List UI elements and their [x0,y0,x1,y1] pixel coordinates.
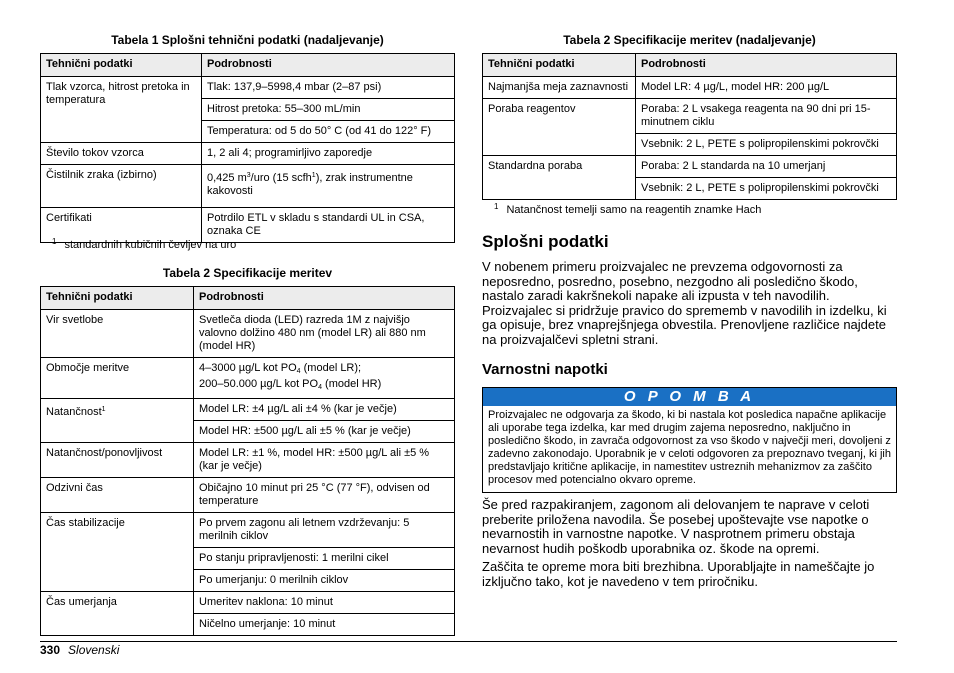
note-text: Proizvajalec ne odgovarja za škodo, ki bi nastala kot posledica napačne aplikacije ali uporabe tega izdelka, kar med drugim zajema neposredno, naključno in posledično škodo, in zavrača odgovornost za vso škodo v največji meri, dovoljeni z zadevno zakonodajo. Uporabnik je v celoti odgovoren za prepoznavo tveganj, ki jih predstavljajo kritične aplikacije, in namestitev ustreznih mehanizmov za zaščito procesov med potencialno okvaro opreme. [488,409,891,486]
row-value: Poraba: 2 L standarda na 10 umerjanj [641,160,826,172]
row-label: Število tokov vzorca [41,143,202,165]
table1-caption: Tabela 1 Splošni tehnični podatki (nadaljevanje) [111,33,384,47]
row-value [194,358,455,399]
note-label: O P O M B A [483,388,896,406]
row-label: Območje meritve [41,358,194,399]
table2-header-col2: Podrobnosti [194,287,455,310]
superscript: 3 [246,172,251,179]
page-footer [40,643,119,657]
row-value: Po umerjanju: 0 merilnih ciklov [194,569,454,591]
row-value [202,165,455,208]
row-label: Čistilnik zraka (izbirno) [41,165,202,208]
footnote-text: standardnih kubičnih čevljev na uro [64,239,237,251]
table1-header-col2: Podrobnosti [202,54,455,77]
row-value: Svetleča dioda (LED) razreda 1M z najvišjo valovno dolžino 480 nm (model LR) ali 880 nm (model HR) [194,310,455,358]
row-label: Čas stabilizacije [41,513,194,592]
row-label: Tlak vzorca, hitrost pretoka in temperatura [41,77,202,143]
row-value: Umeritev naklona: 10 minut [199,596,333,608]
footer-language: Slovenski [68,643,120,657]
footnote-text: Natančnost temelji samo na reagentih znamke Hach [506,204,762,216]
table1-header-col1: Tehnični podatki [41,54,202,77]
value-text: 200–50.000 µg/L kot PO [199,378,319,390]
row-value: Model LR: ±1 %, model HR: ±500 µg/L ali ±5 % (kar je večje) [194,443,455,478]
row-value: Hitrost pretoka: 55–300 mL/min [202,98,454,120]
table-row [41,310,455,358]
section-heading-general: Splošni podatki [482,232,609,251]
row-values [194,399,455,443]
table-row [41,592,455,636]
table1-header-row [41,54,455,77]
value-text: /uro (15 scfh [250,172,312,184]
row-value: Vsebnik: 2 L, PETE s polipropilenskimi pokrovčki [636,133,896,155]
row-values [202,77,455,143]
page-number: 330 [40,643,61,657]
table-row [41,358,455,399]
row-value: Poraba: 2 L vsakega reagenta na 90 dni pri 15-minutnem ciklu [641,103,871,128]
table2-header-col1: Tehnični podatki [41,287,194,310]
row-values [194,592,455,636]
table-row [41,77,455,143]
row-value: Običajno 10 minut pri 25 °C (77 °F), odvisen od temperature [194,478,455,513]
table2-header-row [41,287,455,310]
table2cont-header-col2: Podrobnosti [636,54,897,77]
row-value: Temperatura: od 5 do 50° C (od 41 do 122° F) [202,120,454,142]
table1 [40,53,455,243]
table-row [41,399,455,443]
footnote-mark: 1 [494,202,499,211]
table-row [41,443,455,478]
table2-caption: Tabela 2 Specifikacije meritev [162,266,333,280]
subscript: 4 [296,368,301,375]
table2cont-header-row [483,54,897,77]
general-paragraph: V nobenem primeru proizvajalec ne prevzema odgovornosti za neposredno, posredno, posebno, nezgodno ali posledično škodo, nastalo zaradi kakršnekoli napake ali izpusta v teh navodilih. Proizvajalec si pridržuje pravico do sprememb v navodilih in izdelku, ki ga opisuje, brez vnaprejšnjega obvestila. Prenovljene različice najdete na proizvajalčevi spletni strani. [482,259,887,347]
row-label: Najmanjša meja zaznavnosti [483,77,636,99]
table2 [40,286,455,636]
table2cont-caption: Tabela 2 Specifikacije meritev (nadaljevanje) [563,33,816,47]
value-text: ), zrak instrumentne kakovosti [207,172,413,197]
row-label: Certifikati [41,208,202,243]
row-value: Ničelno umerjanje: 10 minut [194,613,454,635]
table-row [483,77,897,99]
row-values [194,513,455,592]
note-box [482,387,897,493]
footnote-ref: 1 [311,172,316,179]
footnote-ref: 1 [101,406,106,413]
row-value: Po prvem zagonu ali letnem vzdrževanju: 5 merilnih ciklov [199,517,410,542]
safety-paragraph-1: Še pred razpakiranjem, zagonom ali delovanjem te naprave v celoti preberite priložena navodila. Še posebej upoštevajte vse napotke o nevarnostih in varnostne napotke. V nasprotnem primeru obstaja nevarnost hudih poškodb uporabnika oz. škode na opremi. [482,497,870,556]
table-row [41,513,455,592]
table-row [41,165,455,208]
table2cont-header-col1: Tehnični podatki [483,54,636,77]
row-label: Odzivni čas [41,478,194,513]
footer-rule [40,641,897,642]
row-values [636,99,897,156]
row-value: Tlak: 137,9–5998,4 mbar (2–87 psi) [207,81,382,93]
table1-footnote [52,237,236,251]
row-value: 1, 2 ali 4; programirljivo zaporedje [202,143,455,165]
section-heading-safety: Varnostni napotki [482,361,608,378]
row-values [636,156,897,200]
value-text: 4–3000 µg/L kot PO [199,362,297,374]
row-value: Vsebnik: 2 L, PETE s polipropilenskimi pokrovčki [636,177,896,199]
row-label: Natančnost/ponovljivost [41,443,194,478]
table-row [483,156,897,200]
value-text: (model HR) [321,378,382,390]
table-row [41,143,455,165]
table-row [41,478,455,513]
row-label: Vir svetlobe [41,310,194,358]
row-label: Poraba reagentov [483,99,636,156]
table2cont-footnote [494,202,761,216]
value-text: 0,425 m [207,172,247,184]
row-value: Model HR: ±500 µg/L ali ±5 % (kar je večje) [194,420,454,442]
row-value: Model LR: ±4 µg/L ali ±4 % (kar je večje) [199,403,397,415]
footnote-mark: 1 [52,237,57,246]
safety-paragraph-2: Zaščita te opreme mora biti brezhibna. Uporabljajte in nameščajte jo izključno tako, kot je navedeno v tem priročniku. [482,559,875,589]
table-row [483,99,897,156]
subscript: 4 [318,384,322,391]
row-label: Standardna poraba [483,156,636,200]
value-text: (model LR); [300,362,362,374]
row-value: Po stanju pripravljenosti: 1 merilni cikel [194,547,454,569]
row-label: Čas umerjanja [41,592,194,636]
label-text: Natančnost [46,406,102,418]
table2-continued [482,53,897,200]
row-value: Potrdilo ETL v skladu s standardi UL in CSA, oznaka CE [202,208,455,243]
row-value: Model LR: 4 µg/L, model HR: 200 µg/L [636,77,897,99]
row-label [41,399,194,443]
